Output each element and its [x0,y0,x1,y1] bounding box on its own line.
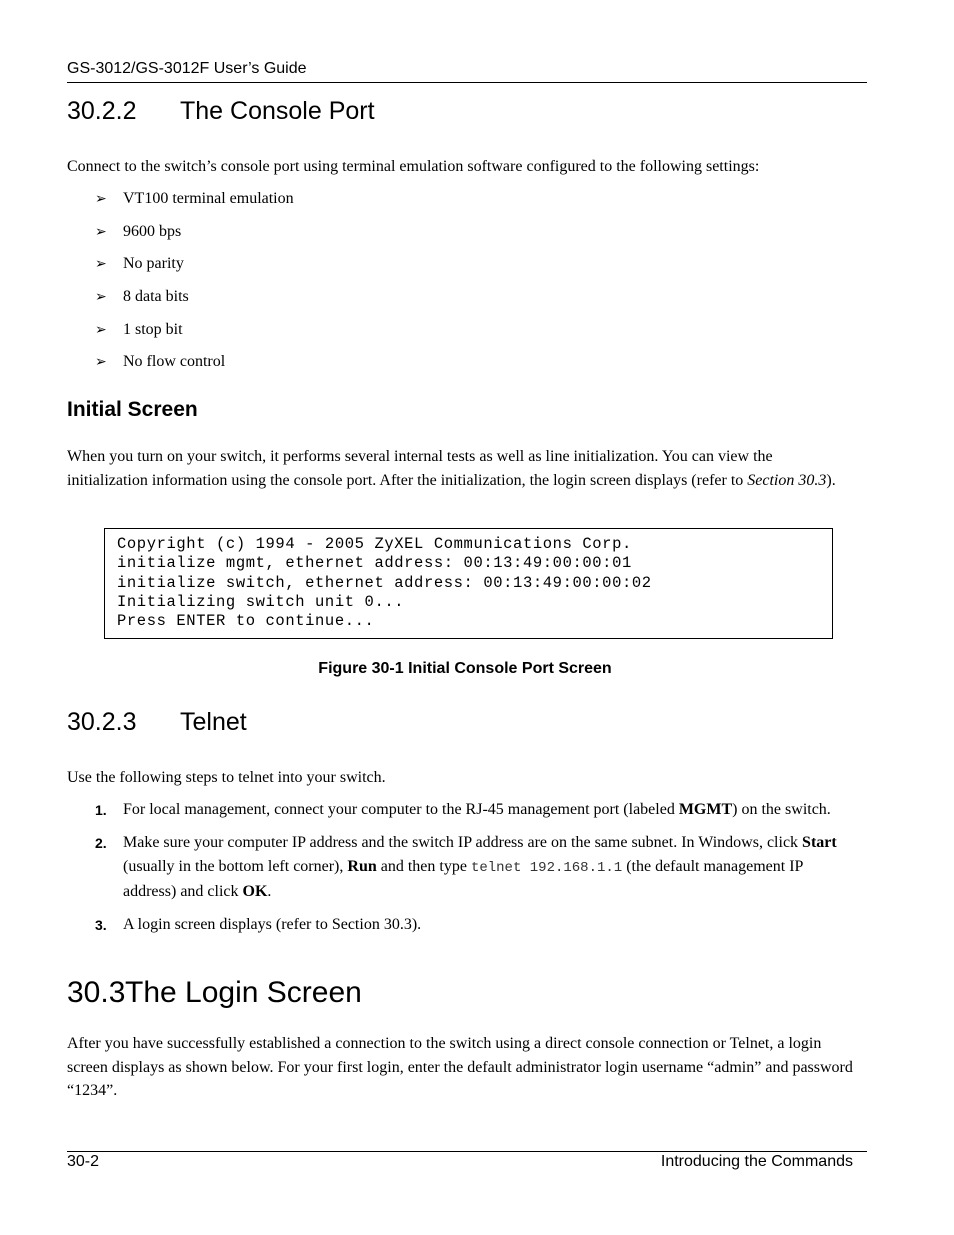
console-line: initialize mgmt, ethernet address: 00:13:49:00:00:01 [117,554,632,573]
chapter-title: Introducing the Commands [660,1153,853,1170]
arrow-bullet-icon: ➢ [95,321,107,338]
step-number: 3. [95,916,107,933]
header-divider [67,82,867,83]
setting-text: 1 stop bit [123,320,183,338]
list-item [95,798,855,822]
subheading-initial-screen: Initial Screen [67,398,198,421]
section-number: 30.2.3 [67,708,137,736]
section-heading-telnet [67,708,247,737]
telnet-steps-list [95,798,855,946]
list-item [95,913,855,937]
step-number: 1. [95,802,107,818]
section-heading-login-screen [67,976,362,1010]
setting-text: No flow control [123,353,226,371]
console-output-box [104,528,833,639]
arrow-bullet-icon: ➢ [95,256,107,273]
arrow-bullet-icon: ➢ [95,191,107,207]
initial-screen-paragraph: When you turn on your switch, it performs several internal tests as well as line initialization. You can view the initialization information using the console port. After the initialization, the login screen displays (refer to Section 30.3). [67,448,836,489]
console-settings-list [95,186,294,382]
arrow-bullet-icon: ➢ [95,289,107,306]
list-item [95,219,294,252]
section-number: 30.2.2 [67,97,137,125]
telnet-intro-paragraph: Use the following steps to telnet into your switch. [67,769,386,786]
step-text: For local management, connect your computer to the RJ-45 management port (labeled MGMT) on the switch. [123,801,831,818]
page-number: 30-2 [67,1153,100,1170]
step-text: Make sure your computer IP address and the switch IP address are on the same subnet. In Windows, click Start (usually in the bottom left corner), Run and then type telnet 192.168.1.1 (the default management IP address) and click OK. [123,834,837,900]
console-intro-paragraph: Connect to the switch’s console port using terminal emulation software configured to the following settings: [67,158,760,175]
section-heading-console-port [67,97,375,126]
list-item [95,349,294,382]
list-item [95,186,294,219]
setting-text: No parity [123,255,184,273]
list-item [95,284,294,317]
section-title: The Login Screen [125,976,362,1009]
console-line: initialize switch, ethernet address: 00:13:49:00:00:02 [117,573,652,592]
setting-text: 9600 bps [123,222,182,240]
setting-text: VT100 terminal emulation [123,190,294,207]
arrow-bullet-icon: ➢ [95,223,107,240]
arrow-bullet-icon: ➢ [95,354,107,371]
running-header: GS-3012/GS-3012F User’s Guide [67,60,307,77]
figure-caption: Figure 30-1 Initial Console Port Screen [318,660,612,677]
list-item [95,317,294,350]
telnet-command: telnet 192.168.1.1 [470,859,623,876]
section-cross-reference: Section 30.3 [747,471,827,489]
console-line: Initializing switch unit 0... [117,592,405,611]
section-number: 30.3 [67,976,126,1009]
list-item [95,831,855,904]
console-line: Copyright (c) 1994 - 2005 ZyXEL Communications Corp. [117,535,632,553]
setting-text: 8 data bits [123,288,189,306]
section-title: The Console Port [180,97,375,125]
list-item [95,251,294,284]
step-number: 2. [95,835,107,851]
footer-divider [67,1151,867,1152]
step-text: A login screen displays (refer to Section 30.3). [123,915,422,933]
console-line: Press ENTER to continue... [117,612,375,631]
section-title: Telnet [180,708,247,736]
login-paragraph: After you have successfully established a connection to the switch using a direct console connection or Telnet, a login screen displays as shown below. For your first login, enter the default administrator login username “admin” and password “1234”. [67,1035,853,1099]
